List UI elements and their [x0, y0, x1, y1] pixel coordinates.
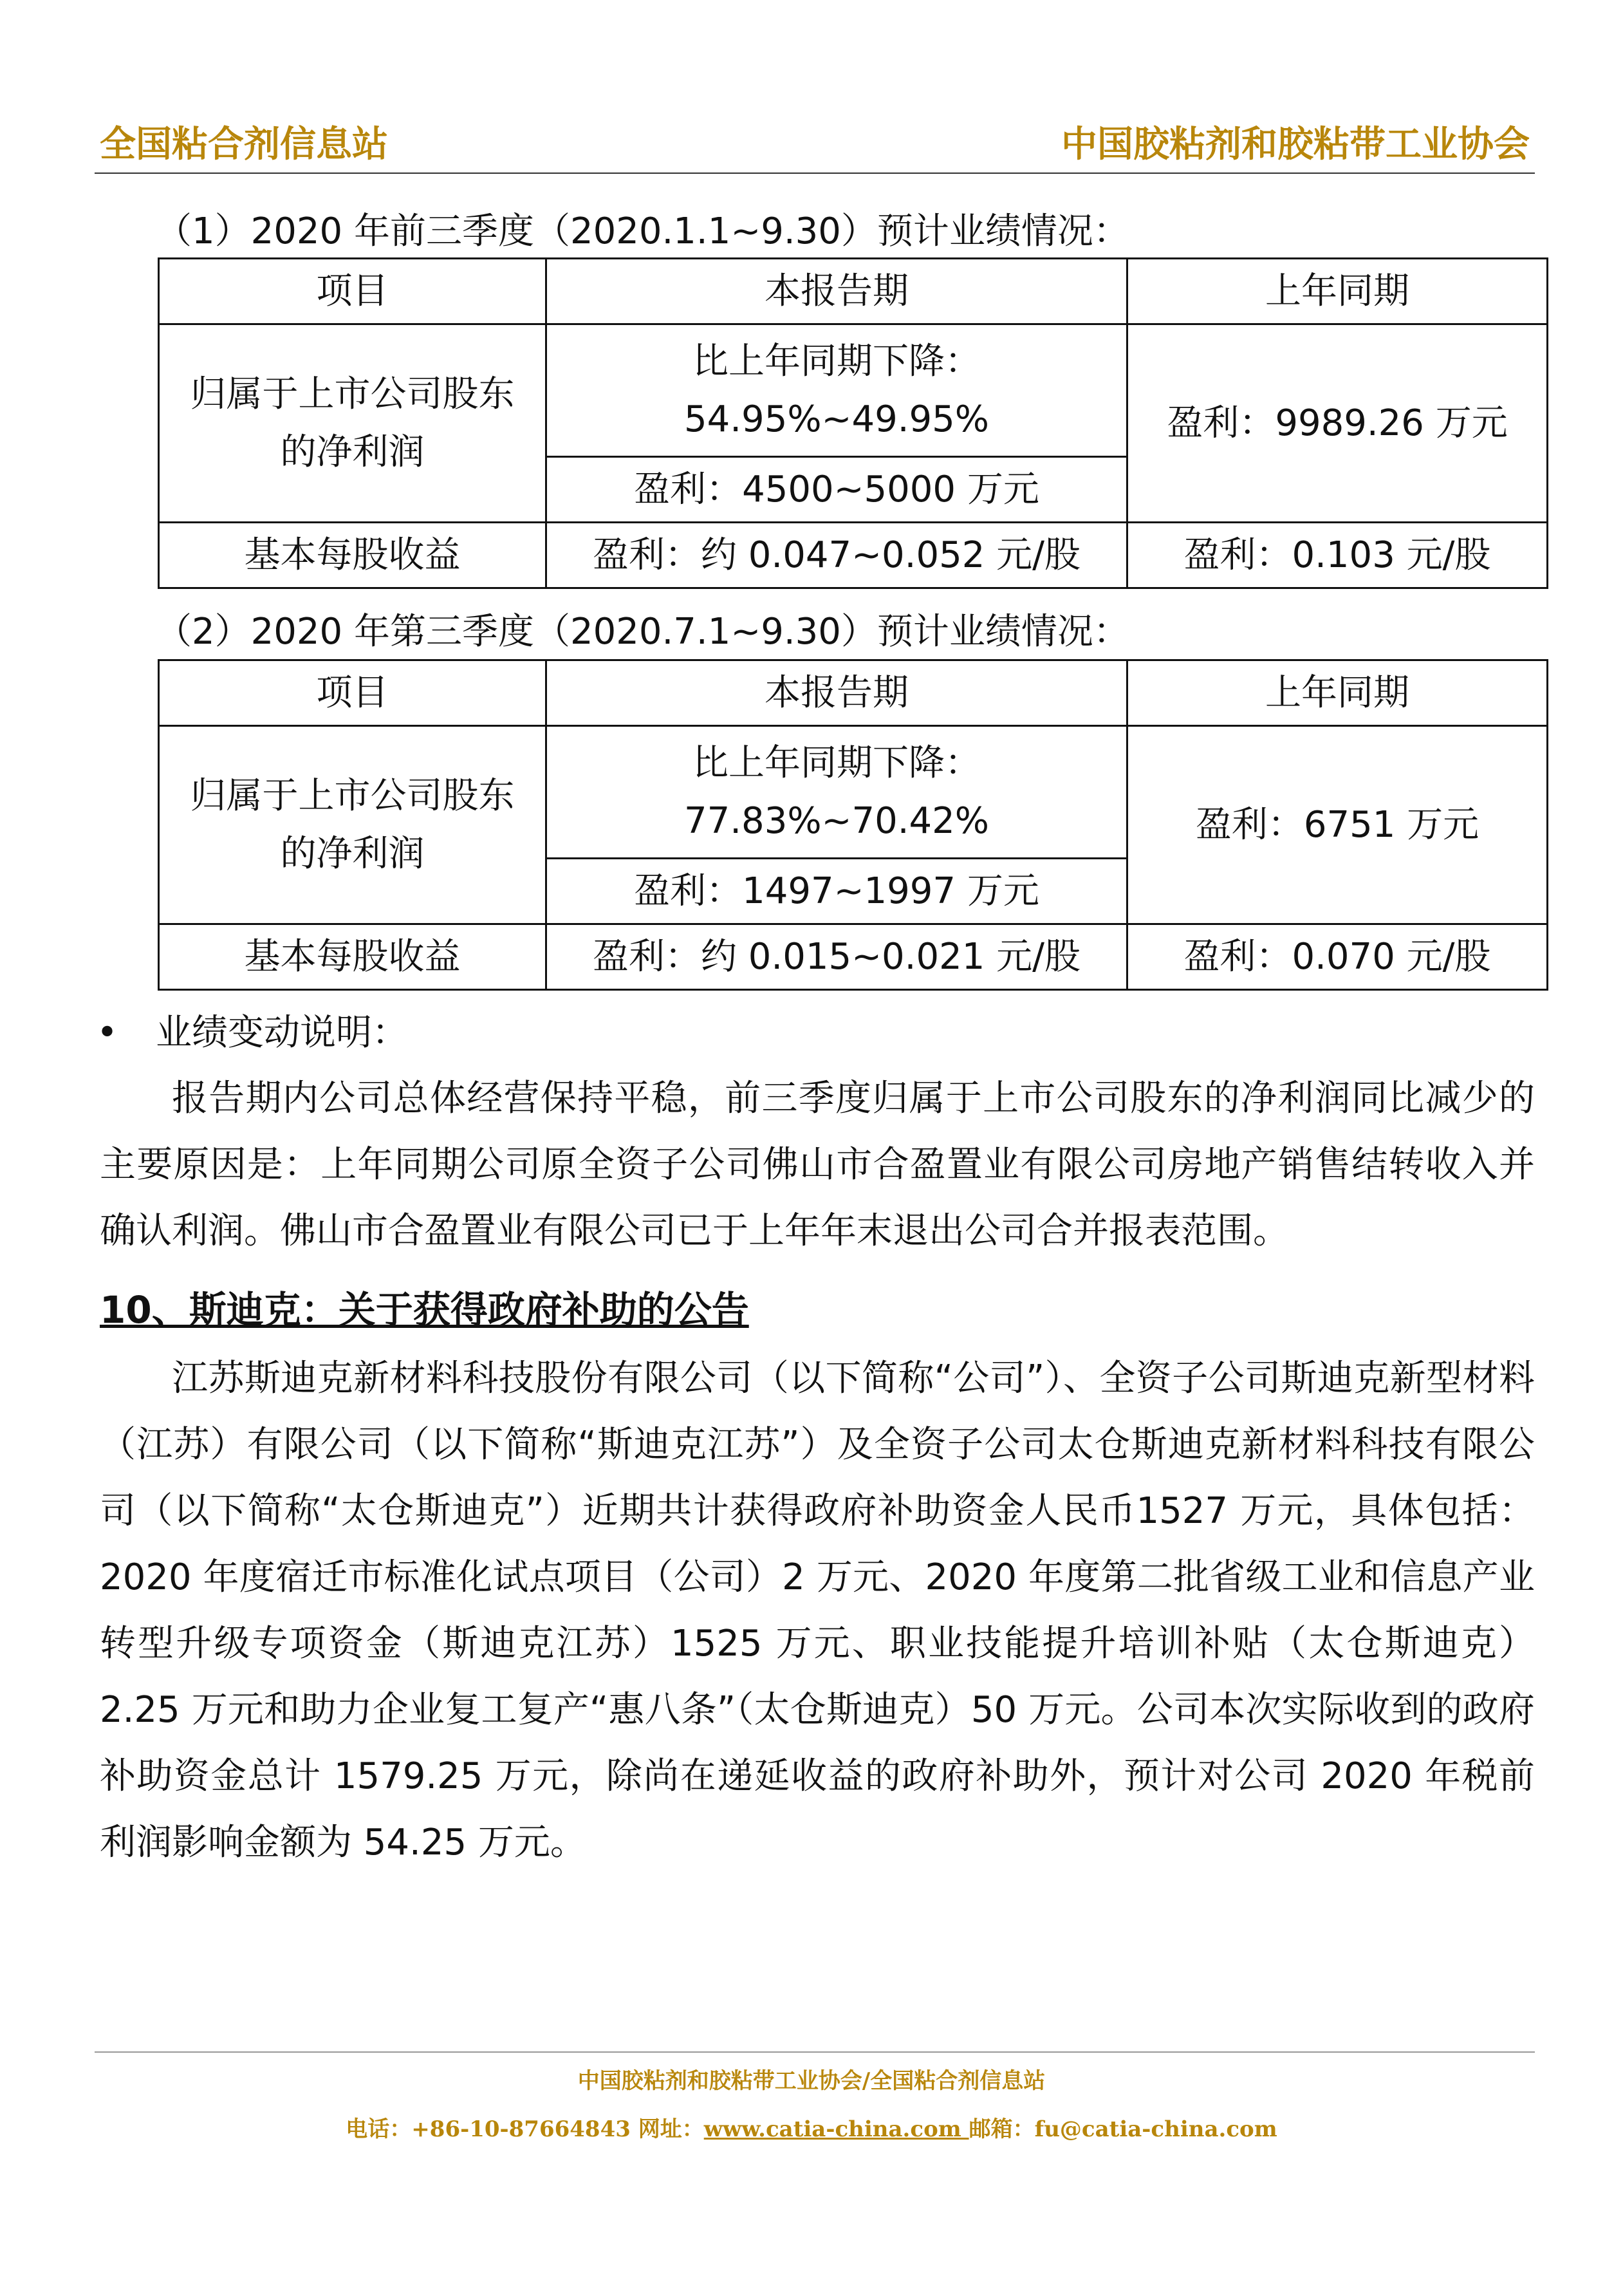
page-header: [95, 116, 1535, 167]
table2-caption: （2）2020 年第三季度（2020.7.1~9.30）预计业绩情况：: [156, 611, 1129, 653]
header-divider: [95, 173, 1535, 174]
header-association-name: 中国胶粘剂和胶粘带工业协会: [1061, 123, 1530, 165]
cell-change: [546, 324, 1127, 457]
col-header-prior: 上年同期: [1127, 660, 1548, 726]
col-header-item: 项目: [159, 660, 546, 726]
change-value: 77.83%~70.42%: [684, 799, 989, 842]
col-header-prior: 上年同期: [1127, 259, 1548, 324]
col-header-current: 本报告期: [546, 660, 1127, 726]
cell-change: [546, 726, 1127, 859]
change-value: 54.95%~49.95%: [684, 398, 989, 440]
explanation-paragraph: [100, 1065, 1535, 1264]
footer-contact: [0, 2111, 1623, 2143]
cell-prior-eps: 盈利：0.103 元/股: [1127, 523, 1548, 588]
table1-caption: （1）2020 年前三季度（2020.1.1~9.30）预计业绩情况：: [156, 210, 1129, 252]
explanation-text: 报告期内公司总体经营保持平稳，前三季度归属于上市公司股东的净利润同比减少的主要原因是：上年同期公司原全资子公司佛山市合盈置业有限公司房地产销售结转收入并确认利润。佛山市合盈置业有限公司已于上年年末退出公司合并报表范围。: [100, 1078, 1535, 1252]
row-label-eps: 基本每股收益: [159, 523, 546, 588]
forecast-table-q1-q3: [158, 257, 1548, 589]
footer-phone: 电话：+86-10-87664843 网址：: [346, 2116, 704, 2142]
cell-current-eps: 盈利：约 0.047~0.052 元/股: [546, 523, 1127, 588]
bullet-label: 业绩变动说明：: [156, 1012, 408, 1054]
footer-organization: 中国胶粘剂和胶粘带工业协会/全国粘合剂信息站: [577, 2068, 1046, 2094]
section-body-text: 江苏斯迪克新材料科技股份有限公司（以下简称“公司”）、全资子公司斯迪克新型材料（江苏）有限公司（以下简称“斯迪克江苏”）及全资子公司太仓斯迪克新材料科技有限公司（以下简称“太仓斯迪克”）近期共计获得政府补助资金人民币1527 万元，具体包括：2020 年度宿迁市标准化试点项目（公司）2 万元、2020 年度第二批省级工业和信息产业转型升级专项资金（斯迪克江苏）1525 万元、职业技能提升培训补贴（太仓斯迪克）2.25 万元和助力企业复工复产“惠八条”（太仓斯迪克）50 万元。公司本次实际收到的政府补助资金总计 1579.25 万元，除尚在递延收益的政府补助外，预计对公司 2020 年税前利润影响金额为 54.25 万元。: [100, 1358, 1535, 1863]
explanation-bullet: [97, 1004, 408, 1056]
footer-divider: [95, 2051, 1535, 2053]
col-header-current: 本报告期: [546, 259, 1127, 324]
cell-current-profit: 盈利：1497~1997 万元: [546, 859, 1127, 924]
cell-current-eps: 盈利：约 0.015~0.021 元/股: [546, 924, 1127, 990]
footer-website-link[interactable]: www.catia-china.com: [703, 2116, 969, 2142]
change-label: 比上年同期下降：: [692, 340, 981, 382]
section-body-paragraph: [100, 1345, 1535, 1876]
col-header-item: 项目: [159, 259, 546, 324]
bullet-icon: •: [97, 1012, 118, 1054]
header-site-name: 全国粘合剂信息站: [100, 123, 388, 165]
section-title: 10、斯迪克：关于获得政府补助的公告: [100, 1288, 749, 1332]
row-label-net-profit: 归属于上市公司股东的净利润: [159, 324, 546, 523]
cell-prior-profit: 盈利：9989.26 万元: [1127, 324, 1548, 523]
row-label-net-profit: 归属于上市公司股东的净利润: [159, 726, 546, 924]
footer-email: 邮箱：fu@catia-china.com: [969, 2116, 1277, 2142]
forecast-table-q3: [158, 659, 1548, 991]
cell-prior-profit: 盈利：6751 万元: [1127, 726, 1548, 924]
row-label-eps: 基本每股收益: [159, 924, 546, 990]
change-label: 比上年同期下降：: [692, 742, 981, 784]
cell-current-profit: 盈利：4500~5000 万元: [546, 457, 1127, 523]
cell-prior-eps: 盈利：0.070 元/股: [1127, 924, 1548, 990]
